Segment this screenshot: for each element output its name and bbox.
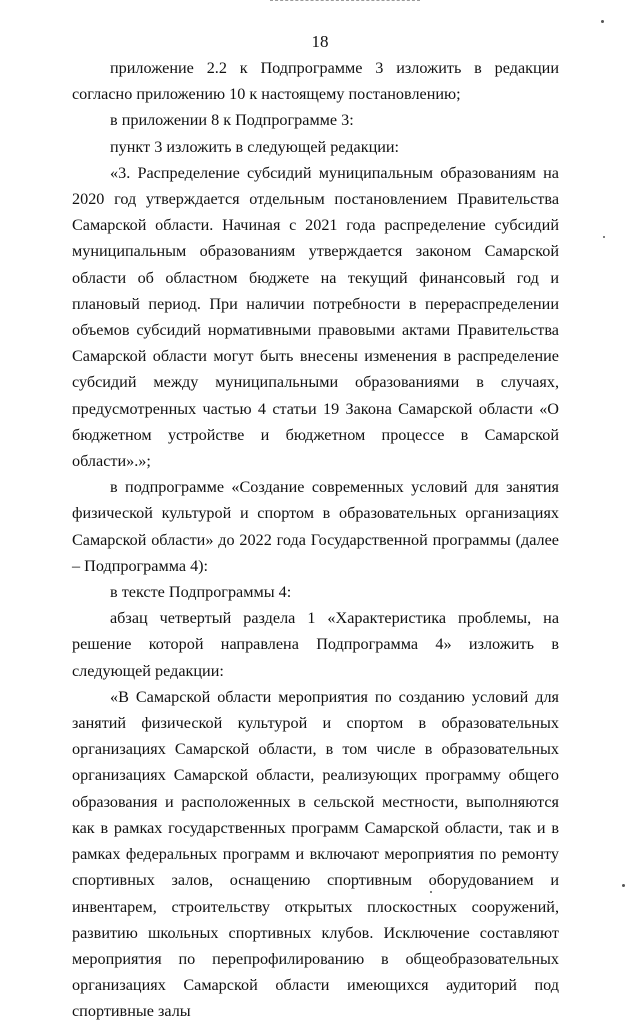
paragraph-item-3-intro: пункт 3 изложить в следующей редакции: (110, 137, 400, 156)
scan-speck (601, 20, 604, 23)
paragraph-appendix-8: в приложении 8 к Подпрограмме 3: (110, 111, 354, 130)
paragraph-section-1-text: «В Самарской области мероприятия по созданию условий для занятий физической культурой и спортом в образовательных организациях Самарской области, в том числе в образовательных организациях Самарской области, реализующих программу общего образования и расположенных в сельской местности, выполняются как в рамках государственных программ Самарской области, так и в рамках федеральных программ и включают мероприятия по ремонту спортивных залов, оснащению спортивным оборудованием и инвентарем, строительству открытых плоскостных сооружений, развитию школьных спортивных клубов. Исключение составляют мероприятия по перепрофилированию в общеобразовательных организациях Самарской области имеющихся аудиторий под спортивные залы (72, 687, 559, 1021)
top-edge-line (270, 0, 420, 2)
scan-speck (622, 884, 625, 887)
scan-speck (430, 891, 432, 893)
paragraph-appendix-2-2: приложение 2.2 к Подпрограмме 3 изложить в редакции согласно приложению 10 к настоящему постановлению; (72, 59, 559, 104)
paragraph-item-3-text: «3. Распределение субсидий муниципальным образованиям на 2020 год утверждается отдельным постановлением Правительства Самарской области. Начиная с 2021 года распределение субсидий муниципальным образованиям утверждается законом Самарской области об областном бюджете на текущий финансовый год и плановый период. При наличии потребности в перераспределении объемов субсидий нормативными правовыми актами Правительства Самарской области могут быть внесены изменения в распределение субсидий между муниципальными образованиями в случаях, предусмотренных частью 4 статьи 19 Закона Самарской области «О бюджетном устройстве и бюджетном процессе в Самарской области».»; (72, 163, 559, 471)
scan-speck (603, 236, 605, 238)
document-body (72, 55, 559, 1025)
paragraph-section-1-abzac: абзац четвертый раздела 1 «Характеристика проблемы, на решение которой направлена Подпрограмма 4» изложить в следующей редакции: (72, 609, 559, 680)
paragraph-subprogram-4: в подпрограмме «Создание современных условий для занятия физической культурой и спортом в образовательных организациях Самарской области» до 2022 года Государственной программы (далее – Подпрограмма 4): (72, 478, 559, 575)
paragraph-subprogram-4-text: в тексте Подпрограммы 4: (110, 583, 292, 602)
page-number: 18 (311, 32, 329, 51)
